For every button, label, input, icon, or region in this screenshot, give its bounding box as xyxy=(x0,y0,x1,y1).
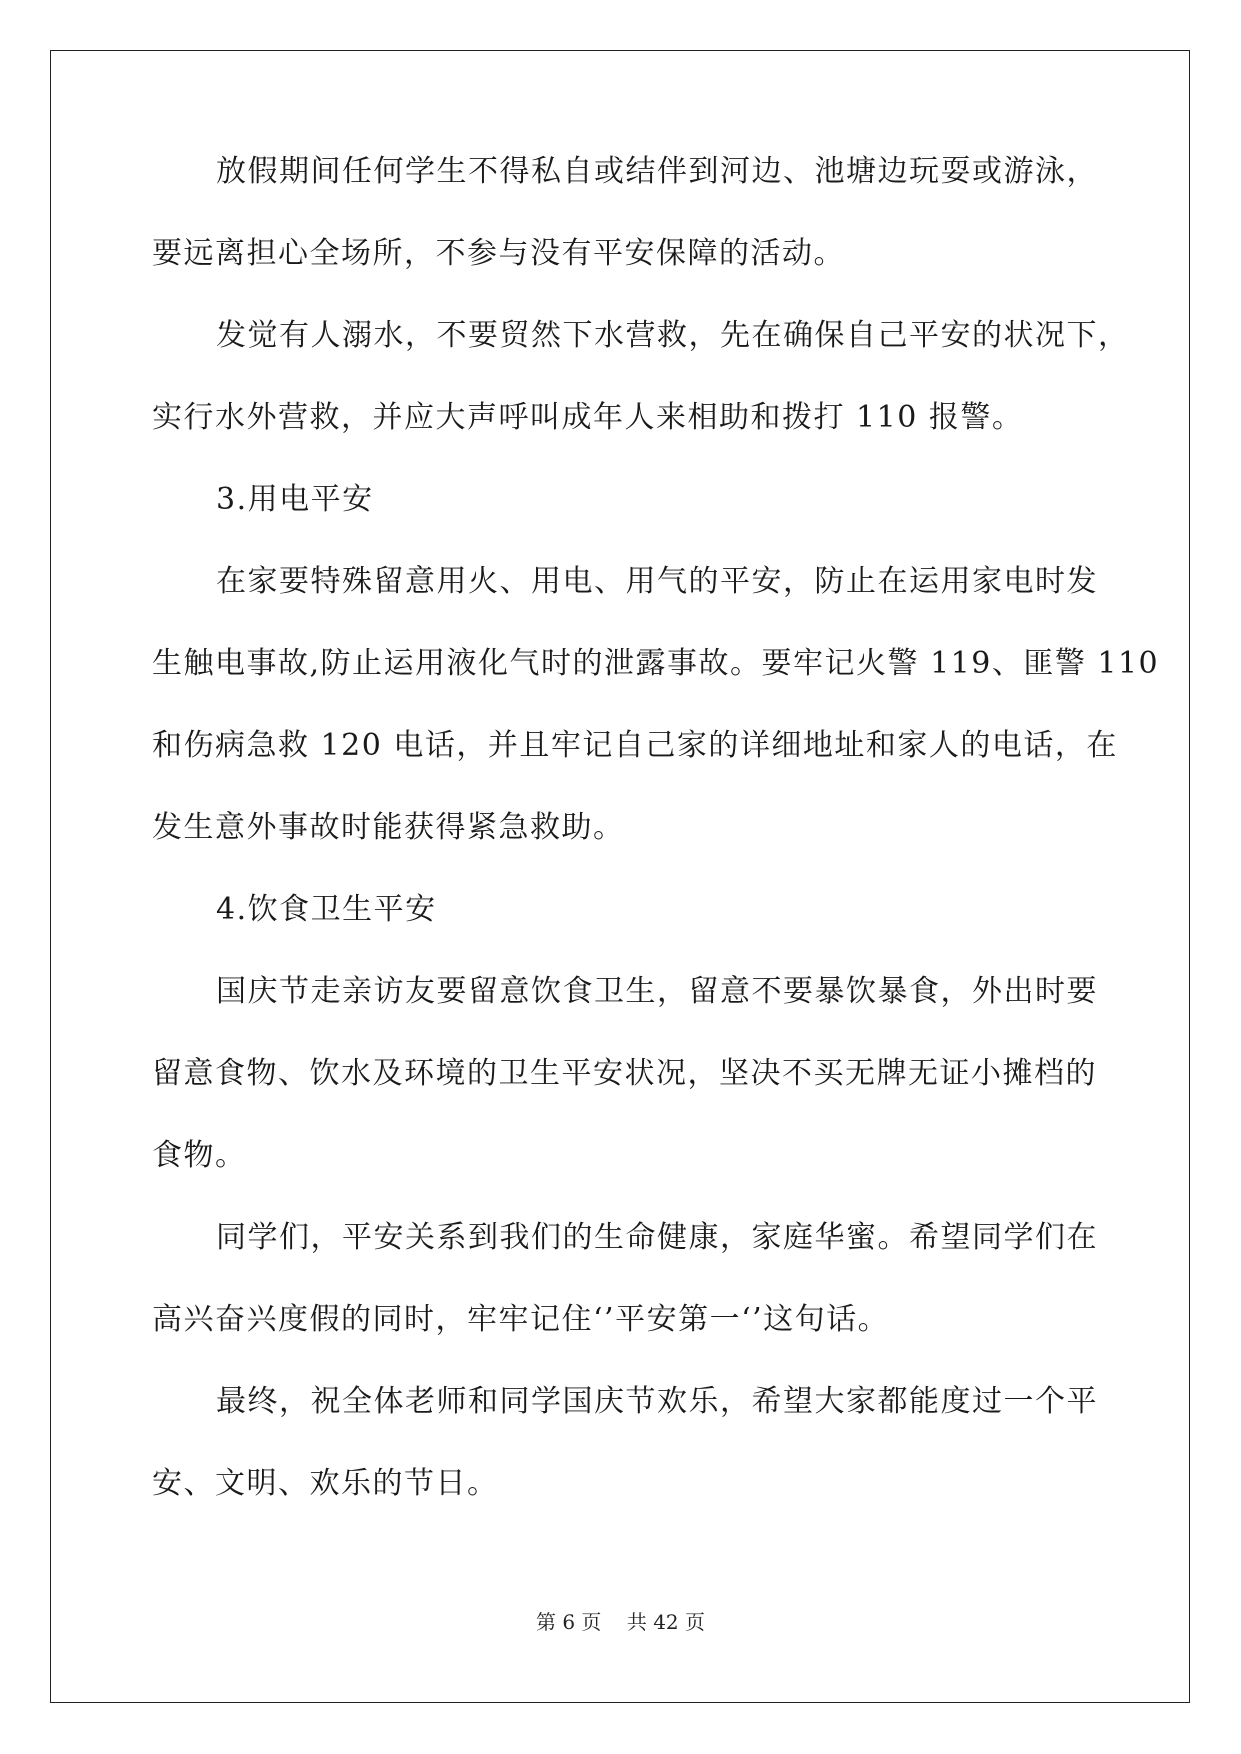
body-line: 要远离担心全场所，不参与没有平安保障的活动。 xyxy=(152,236,845,271)
body-line: 和伤病急救 120 电话，并且牢记自己家的详细地址和家人的电话，在 xyxy=(152,728,1118,763)
body-line: 放假期间任何学生不得私自或结伴到河边、池塘边玩耍或游泳， xyxy=(216,154,1098,189)
body-line: 安、文明、欢乐的节日。 xyxy=(152,1466,499,1501)
section-heading: 4.饮食卫生平安 xyxy=(216,892,437,927)
body-line: 食物。 xyxy=(152,1138,247,1173)
body-line: 发觉有人溺水，不要贸然下水营救，先在确保自己平安的状况下， xyxy=(216,318,1130,353)
body-line: 实行水外营救，并应大声呼叫成年人来相助和拨打 110 报警。 xyxy=(152,400,1024,435)
body-line: 生触电事故,防止运用液化气时的泄露事故。要牢记火警 119、匪警 110 xyxy=(152,646,1160,681)
body-line: 发生意外事故时能获得紧急救助。 xyxy=(152,810,625,845)
section-heading: 3.用电平安 xyxy=(216,482,374,517)
body-line: 留意食物、饮水及环境的卫生平安状况，坚决不买无牌无证小摊档的 xyxy=(152,1056,1097,1091)
document-body xyxy=(152,131,1160,1525)
body-line: 在家要特殊留意用火、用电、用气的平安，防止在运用家电时发 xyxy=(216,564,1098,599)
body-line: 国庆节走亲访友要留意饮食卫生，留意不要暴饮暴食，外出时要 xyxy=(216,974,1098,1009)
body-line: 同学们，平安关系到我们的生命健康，家庭华蜜。希望同学们在 xyxy=(216,1220,1098,1255)
body-line: 最终，祝全体老师和同学国庆节欢乐，希望大家都能度过一个平 xyxy=(216,1384,1098,1419)
body-line: 高兴奋兴度假的同时，牢牢记住‘’平安第一‘’这句话。 xyxy=(152,1302,890,1337)
page-number-footer: 第 6 页 共 42 页 xyxy=(535,1610,706,1634)
